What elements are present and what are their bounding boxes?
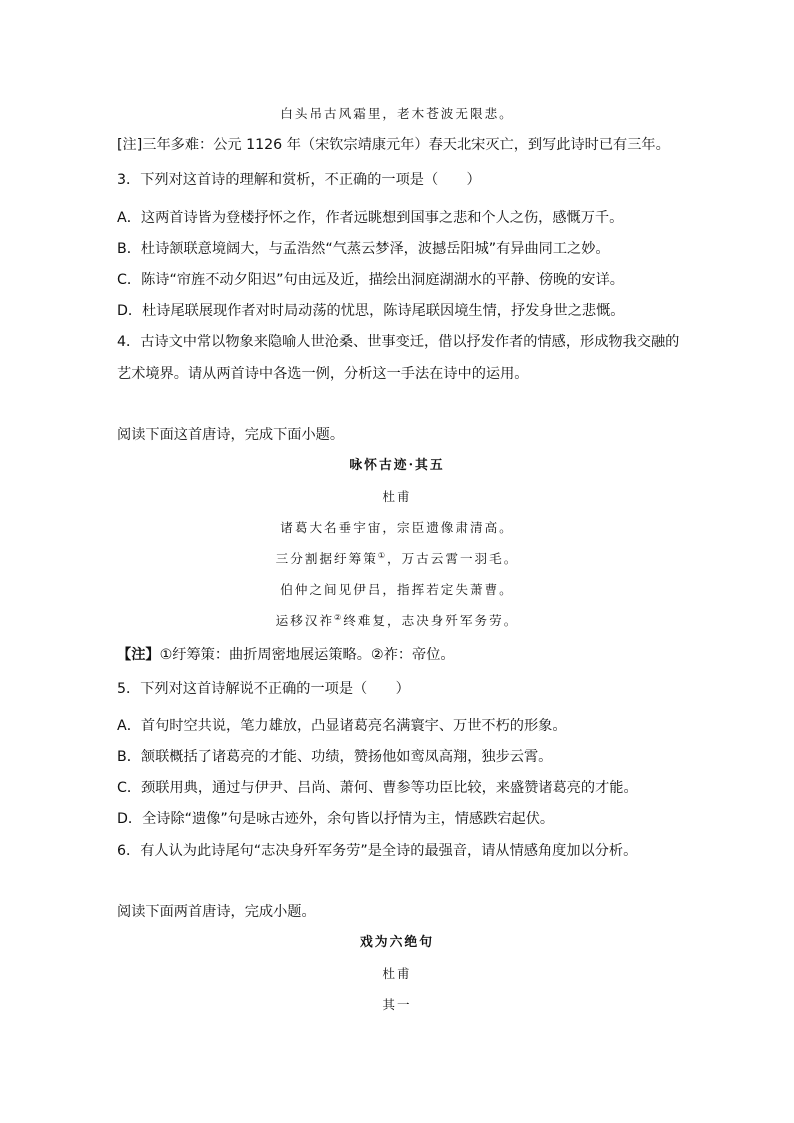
poem-2-line-2: [0, 549, 794, 569]
question-5-stem: 5．下列对这首诗解说不正确的一项是（ ）: [117, 681, 410, 697]
poem-2-title: 咏怀古迹·其五: [349, 458, 445, 473]
question-3-option-d: D．杜诗尾联展现作者对时局动荡的忧思，陈诗尾联因境生情，抒发身世之悲慨。: [117, 303, 625, 319]
question-5-option-a: A．首句时空共说，笔力雄放，凸显诸葛亮名满寰宇、万世不朽的形象。: [117, 718, 567, 734]
poem-2-line-2-part-1: 三分割据纡筹策: [275, 551, 378, 566]
poem-footnote: [注]三年多难：公元 1126 年（宋钦宗靖康元年）春天北宋灭亡，到写此诗时已有三年。: [117, 137, 670, 153]
poem-2-line-4: [0, 611, 794, 631]
poem-2-line-3: 伯仲之间见伊吕，指挥若定失萧曹。: [280, 582, 514, 597]
poem-3-subtitle: 其一: [382, 997, 412, 1012]
question-3-option-b: B．杜诗颔联意境阔大，与孟浩然“气蒸云梦泽，波撼岳阳城”有异曲同工之妙。: [117, 241, 610, 257]
poem-closing-line: 白头吊古风霜里，老木苍波无限悲。: [280, 106, 514, 121]
question-5-option-d: D．全诗除“遗像”句是咏古迹外，余句皆以抒情为主，情感跌宕起伏。: [117, 811, 555, 827]
poem-2-note: [117, 645, 677, 665]
question-3-stem: 3．下列对这首诗的理解和赏析，不正确的一项是（ ）: [117, 172, 481, 188]
question-5-option-b: B．颔联概括了诸葛亮的才能、功绩，赞扬他如鸾凤高翔，独步云霄。: [117, 749, 553, 765]
poem-3-author: 杜甫: [382, 966, 412, 981]
question-4-line-1: 4．古诗文中常以物象来隐喻人世沧桑、世事变迁，借以抒发作者的情感，形成物我交融的: [117, 334, 680, 350]
question-3-option-a: A．这两首诗皆为登楼抒怀之作，作者远眺想到国事之悲和个人之伤，感慨万千。: [117, 210, 624, 226]
section-3-intro: 阅读下面两首唐诗，完成小题。: [117, 904, 316, 920]
poem-3-title: 戏为六绝句: [360, 935, 434, 950]
poem-2-line-4-part-2: 终难复，志决身歼军务劳。: [343, 613, 519, 628]
footnote-marker-2: ②: [334, 612, 344, 622]
footnote-marker-1: ①: [377, 550, 387, 560]
section-2-intro: 阅读下面这首唐诗，完成下面小题。: [117, 427, 345, 443]
poem-2-note-label: 【注】: [117, 647, 160, 663]
poem-2-line-4-part-1: 运移汉祚: [275, 613, 335, 628]
poem-2-line-1: 诸葛大名垂宇宙，宗臣遗像肃清高。: [280, 520, 514, 535]
question-4-line-2: 艺术境界。请从两首诗中各选一例，分析这一手法在诗中的运用。: [117, 366, 529, 382]
poem-2-note-text: ①纡筹策：曲折周密地展运策略。②祚：帝位。: [159, 647, 455, 663]
poem-2-line-2-part-2: ，万古云霄一羽毛。: [386, 551, 519, 566]
question-3-option-c: C．陈诗“帘旌不动夕阳迟”句由远及近，描绘出洞庭湖湖水的平静、傍晚的安详。: [117, 272, 624, 288]
question-5-option-c: C．颈联用典，通过与伊尹、吕尚、萧何、曹参等功臣比较，来盛赞诸葛亮的才能。: [117, 780, 638, 796]
question-6-stem: 6．有人认为此诗尾句“志决身歼军务劳”是全诗的最强音，请从情感角度加以分析。: [117, 843, 638, 859]
poem-2-author: 杜甫: [382, 489, 412, 504]
